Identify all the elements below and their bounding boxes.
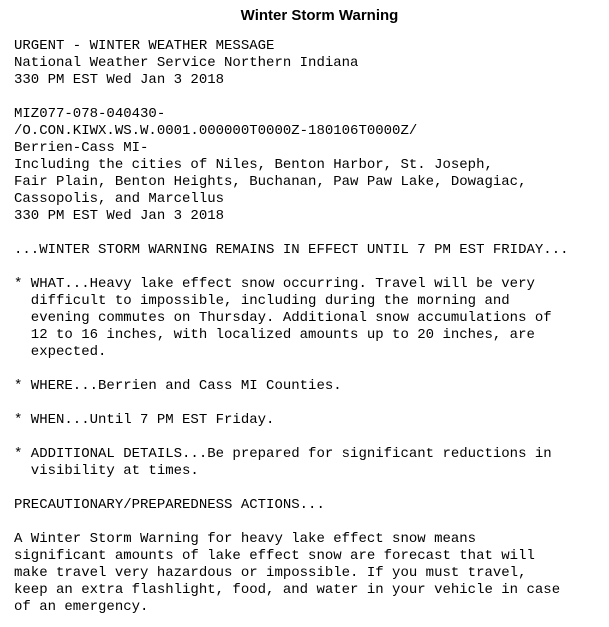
blank-line xyxy=(14,480,569,497)
text-line: MIZ077-078-040430- xyxy=(14,106,166,122)
text-line: * WHAT...Heavy lake effect snow occurring. Travel will be very xyxy=(14,276,535,292)
text-line: of an emergency. xyxy=(14,599,149,615)
text-line: make travel very hazardous or impossible. If you must travel, xyxy=(14,565,527,581)
blank-line xyxy=(14,225,569,242)
text-line: keep an extra flashlight, food, and water in your vehicle in case xyxy=(14,582,561,598)
text-line: visibility at times. xyxy=(14,463,199,479)
blank-line xyxy=(14,259,569,276)
text-line: expected. xyxy=(14,344,107,360)
text-line: National Weather Service Northern Indiana xyxy=(14,55,359,71)
blank-line xyxy=(14,395,569,412)
text-line: 12 to 16 inches, with localized amounts up to 20 inches, are xyxy=(14,327,535,343)
document-title: Winter Storm Warning xyxy=(240,7,399,24)
text-line: Berrien-Cass MI- xyxy=(14,140,149,156)
document-body xyxy=(14,38,569,616)
text-line: significant amounts of lake effect snow are forecast that will xyxy=(14,548,535,564)
text-line: 330 PM EST Wed Jan 3 2018 xyxy=(14,208,225,224)
text-line: Cassopolis, and Marcellus xyxy=(14,191,225,207)
text-line: ...WINTER STORM WARNING REMAINS IN EFFECT UNTIL 7 PM EST FRIDAY... xyxy=(14,242,569,258)
text-line: * ADDITIONAL DETAILS...Be prepared for significant reductions in xyxy=(14,446,552,462)
text-line: URGENT - WINTER WEATHER MESSAGE xyxy=(14,38,275,54)
text-line: Including the cities of Niles, Benton Harbor, St. Joseph, xyxy=(14,157,493,173)
text-line: 330 PM EST Wed Jan 3 2018 xyxy=(14,72,225,88)
blank-line xyxy=(14,89,569,106)
blank-line xyxy=(14,361,569,378)
text-line: * WHERE...Berrien and Cass MI Counties. xyxy=(14,378,342,394)
text-line: PRECAUTIONARY/PREPAREDNESS ACTIONS... xyxy=(14,497,325,513)
text-line: Fair Plain, Benton Heights, Buchanan, Paw Paw Lake, Dowagiac, xyxy=(14,174,527,190)
blank-line xyxy=(14,429,569,446)
blank-line xyxy=(14,514,569,531)
text-line: difficult to impossible, including during the morning and xyxy=(14,293,510,309)
text-line: evening commutes on Thursday. Additional snow accumulations of xyxy=(14,310,552,326)
text-line: * WHEN...Until 7 PM EST Friday. xyxy=(14,412,275,428)
text-line: /O.CON.KIWX.WS.W.0001.000000T0000Z-180106T0000Z/ xyxy=(14,123,418,139)
text-line: A Winter Storm Warning for heavy lake effect snow means xyxy=(14,531,477,547)
